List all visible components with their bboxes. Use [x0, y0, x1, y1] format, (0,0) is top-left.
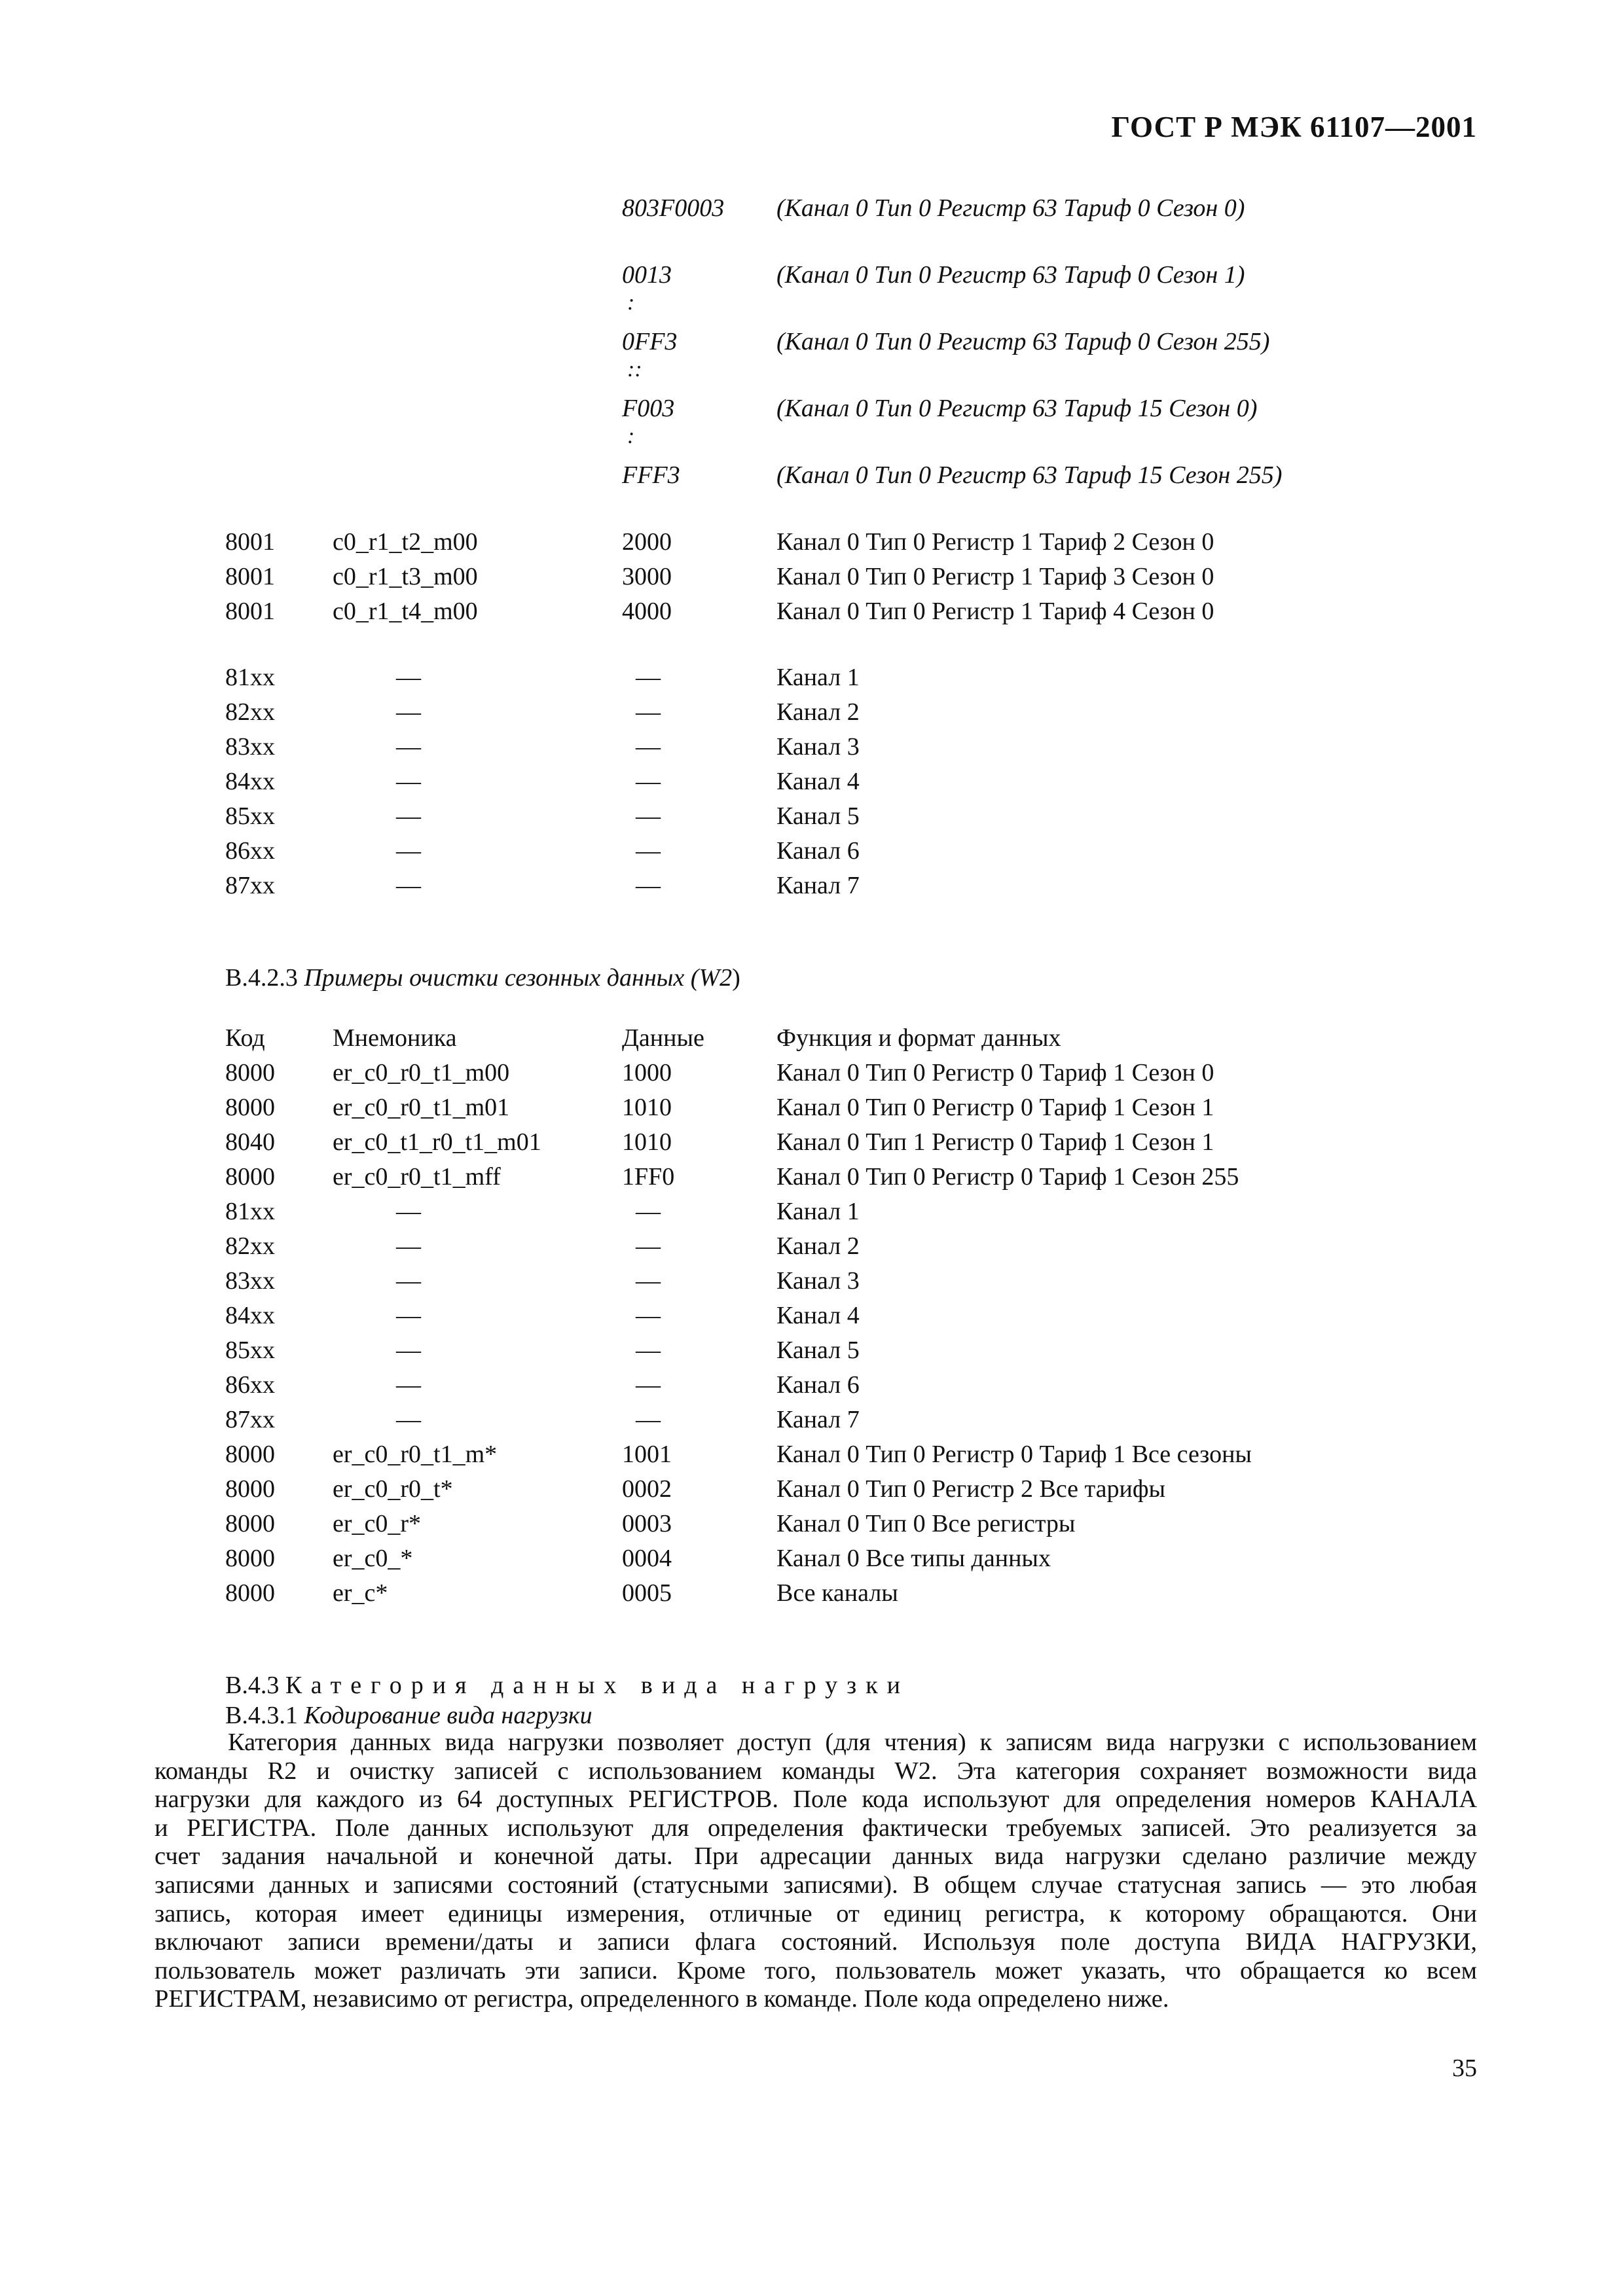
function-cell: Канал 6 [776, 837, 860, 865]
code-cell: 8040 [225, 1128, 275, 1156]
data-cell: 0FF3 [622, 328, 678, 355]
function-cell: Канал 1 [776, 1198, 860, 1225]
code-cell: 85xx [225, 1336, 275, 1364]
table-row [0, 661, 1623, 694]
column-header-mnemonic: Мнемоника [333, 1024, 457, 1052]
table-row [0, 1126, 1623, 1158]
code-cell: 87xx [225, 872, 275, 899]
table-row [0, 1577, 1623, 1609]
function-cell: Канал 0 Тип 0 Регистр 1 Тариф 4 Сезон 0 [776, 598, 1214, 625]
table-row [0, 1369, 1623, 1401]
mnemonic-cell: er_c0_r0_t* [333, 1475, 453, 1503]
paragraph-line: нагрузки для каждого из 64 доступных РЕГИСТРОВ. Поле кода используют для определения номеров КАНАЛА [155, 1785, 1477, 1814]
table-row [0, 259, 1623, 291]
function-cell: Канал 7 [776, 872, 860, 899]
section-number: B.4.2.3 [225, 964, 298, 992]
table-row [0, 459, 1623, 492]
table-row [0, 1230, 1623, 1263]
function-cell: (Канал 0 Тип 0 Регистр 63 Тариф 0 Сезон 255) [776, 328, 1270, 355]
data-cell: 4000 [622, 598, 672, 625]
table-row [0, 325, 1623, 358]
data-cell: — [636, 1267, 661, 1295]
code-cell: 8001 [225, 528, 275, 556]
code-cell: 81xx [225, 664, 275, 691]
data-cell: 0004 [622, 1545, 672, 1572]
code-cell: 83xx [225, 733, 275, 761]
body-paragraph [155, 1729, 1477, 2014]
mnemonic-cell: er_c0_r0_t1_m01 [333, 1094, 510, 1121]
ellipsis-mark: : [627, 291, 635, 315]
table-row [0, 560, 1623, 593]
code-cell: 86xx [225, 1371, 275, 1399]
data-cell: — [636, 1371, 661, 1399]
section-title: Кодирование вида нагрузки [304, 1702, 593, 1729]
table-row [0, 1473, 1623, 1505]
mnemonic-cell: — [396, 1232, 421, 1260]
table-row [0, 1542, 1623, 1575]
mnemonic-cell: — [396, 664, 421, 691]
table-row [0, 526, 1623, 558]
paragraph-line: пользователь может различать эти записи. Кроме того, пользователь может указать, что обращается ко всем [155, 1956, 1477, 1984]
data-cell: 1000 [622, 1059, 672, 1086]
function-cell: Канал 0 Тип 0 Все регистры [776, 1510, 1076, 1537]
mnemonic-cell: c0_r1_t2_m00 [333, 528, 478, 556]
ellipsis-mark: : [627, 424, 635, 448]
mnemonic-cell: — [396, 1406, 421, 1433]
mnemonic-cell: — [396, 1336, 421, 1364]
section-title-close: ) [732, 964, 740, 992]
function-cell: Канал 6 [776, 1371, 860, 1399]
table-row [0, 1299, 1623, 1332]
section-number: B.4.3.1 [225, 1702, 298, 1729]
function-cell: Все каналы [776, 1579, 898, 1607]
paragraph-line: и РЕГИСТРА. Поле данных используют для определения фактически требуемых записей. Это реализуется за [155, 1814, 1477, 1842]
mnemonic-cell: er_c0_r0_t1_mff [333, 1163, 501, 1191]
paragraph-line: РЕГИСТРАМ, независимо от регистра, определенного в команде. Поле кода определено ниже. [155, 1985, 1169, 2013]
data-cell: 1FF0 [622, 1163, 675, 1191]
mnemonic-cell: er_c0_* [333, 1545, 413, 1572]
section-title-code: W2 [699, 964, 733, 992]
data-cell: — [636, 664, 661, 691]
code-cell: 8000 [225, 1545, 275, 1572]
mnemonic-cell: er_c0_r0_t1_m00 [333, 1059, 510, 1086]
table-header-row [0, 1022, 1623, 1054]
section-title: Примеры очистки сезонных данных ( [304, 964, 699, 992]
code-cell: 82xx [225, 698, 275, 726]
mnemonic-cell: er_c0_r* [333, 1510, 422, 1537]
function-cell: Канал 0 Тип 0 Регистр 0 Тариф 1 Все сезоны [776, 1441, 1252, 1468]
ellipsis-mark: :: [627, 357, 642, 382]
function-cell: (Канал 0 Тип 0 Регистр 63 Тариф 15 Сезон 0) [776, 395, 1258, 422]
mnemonic-cell: — [396, 698, 421, 726]
function-cell: Канал 2 [776, 1232, 860, 1260]
table-row [0, 1056, 1623, 1089]
mnemonic-cell: c0_r1_t3_m00 [333, 563, 478, 590]
code-cell: 84xx [225, 768, 275, 795]
function-cell: Канал 4 [776, 1302, 860, 1329]
function-cell: Канал 3 [776, 1267, 860, 1295]
code-cell: 8000 [225, 1475, 275, 1503]
code-cell: 8000 [225, 1059, 275, 1086]
data-cell: 0003 [622, 1510, 672, 1537]
data-cell: — [636, 1302, 661, 1329]
mnemonic-cell: — [396, 1267, 421, 1295]
function-cell: Канал 0 Все типы данных [776, 1545, 1051, 1572]
function-cell: Канал 0 Тип 0 Регистр 0 Тариф 1 Сезон 255 [776, 1163, 1239, 1191]
function-cell: Канал 2 [776, 698, 860, 726]
function-cell: Канал 0 Тип 0 Регистр 0 Тариф 1 Сезон 1 [776, 1094, 1214, 1121]
function-cell: (Канал 0 Тип 0 Регистр 63 Тариф 0 Сезон 0) [776, 194, 1245, 222]
mnemonic-cell: — [396, 1371, 421, 1399]
code-cell: 84xx [225, 1302, 275, 1329]
data-cell: 1010 [622, 1128, 672, 1156]
code-cell: 82xx [225, 1232, 275, 1260]
paragraph-line: запись, которая имеет единицы измерения, отличные от единиц регистра, к которому обращаются. Они [155, 1899, 1477, 1928]
function-cell: Канал 0 Тип 1 Регистр 0 Тариф 1 Сезон 1 [776, 1128, 1214, 1156]
function-cell: Канал 0 Тип 0 Регистр 0 Тариф 1 Сезон 0 [776, 1059, 1214, 1086]
table-row [0, 730, 1623, 763]
function-cell: Канал 4 [776, 768, 860, 795]
function-cell: Канал 5 [776, 802, 860, 830]
data-cell: — [636, 872, 661, 899]
table-row [0, 1091, 1623, 1124]
column-header-code: Код [225, 1024, 265, 1052]
mnemonic-cell: er_c* [333, 1579, 388, 1607]
table-row [0, 765, 1623, 798]
data-cell: — [636, 768, 661, 795]
function-cell: Канал 0 Тип 0 Регистр 1 Тариф 2 Сезон 0 [776, 528, 1214, 556]
mnemonic-cell: er_c0_r0_t1_m* [333, 1441, 498, 1468]
data-cell: — [636, 802, 661, 830]
data-cell: 2000 [622, 528, 672, 556]
code-cell: 8001 [225, 563, 275, 590]
document-header: ГОСТ Р МЭК 61107—2001 [1111, 111, 1477, 143]
table-row [0, 192, 1623, 224]
data-cell: — [636, 1198, 661, 1225]
data-cell: F003 [622, 395, 675, 422]
mnemonic-cell: — [396, 1198, 421, 1225]
function-cell: Канал 7 [776, 1406, 860, 1433]
code-cell: 81xx [225, 1198, 275, 1225]
mnemonic-cell: — [396, 768, 421, 795]
code-cell: 87xx [225, 1406, 275, 1433]
mnemonic-cell: — [396, 837, 421, 865]
table-row [0, 1438, 1623, 1471]
code-cell: 8000 [225, 1441, 275, 1468]
code-cell: 8001 [225, 598, 275, 625]
data-cell: — [636, 698, 661, 726]
section-number: B.4.3 [225, 1672, 280, 1699]
code-cell: 85xx [225, 802, 275, 830]
page-number: 35 [1452, 2054, 1477, 2082]
mnemonic-cell: — [396, 733, 421, 761]
code-cell: 8000 [225, 1094, 275, 1121]
data-cell: 0002 [622, 1475, 672, 1503]
data-cell: 0013 [622, 261, 672, 289]
table-row [0, 1195, 1623, 1228]
data-cell: — [636, 1406, 661, 1433]
data-cell: — [636, 1232, 661, 1260]
table-row [0, 1334, 1623, 1367]
data-cell: 1010 [622, 1094, 672, 1121]
function-cell: Канал 3 [776, 733, 860, 761]
table-row [0, 696, 1623, 728]
mnemonic-cell: er_c0_t1_r0_t1_m01 [333, 1128, 541, 1156]
code-cell: 83xx [225, 1267, 275, 1295]
function-cell: Канал 0 Тип 0 Регистр 1 Тариф 3 Сезон 0 [776, 563, 1214, 590]
mnemonic-cell: — [396, 802, 421, 830]
data-cell: — [636, 1336, 661, 1364]
function-cell: Канал 0 Тип 0 Регистр 2 Все тарифы [776, 1475, 1165, 1503]
paragraph-line: команды R2 и очистку записей с использованием команды W2. Эта категория сохраняет возможности вида [155, 1757, 1477, 1785]
section-heading-b431 [225, 1699, 593, 1732]
table-row [0, 595, 1623, 628]
data-cell: 1001 [622, 1441, 672, 1468]
section-heading-b43 [225, 1669, 909, 1702]
function-cell: (Канал 0 Тип 0 Регистр 63 Тариф 15 Сезон 255) [776, 461, 1283, 489]
data-cell: 0005 [622, 1579, 672, 1607]
code-cell: 8000 [225, 1579, 275, 1607]
paragraph-line: Категория данных вида нагрузки позволяет доступ (для чтения) к записям вида нагрузки с использованием [228, 1729, 1477, 1756]
table-row [0, 1265, 1623, 1297]
mnemonic-cell: — [396, 872, 421, 899]
function-cell: Канал 1 [776, 664, 860, 691]
table-row [0, 392, 1623, 425]
table-row [0, 1403, 1623, 1436]
table-row [0, 1507, 1623, 1540]
mnemonic-cell: — [396, 1302, 421, 1329]
table-row [0, 800, 1623, 833]
paragraph-line: записями данных и записями состояний (статусными записями). В общем случае статусная запись — это любая [155, 1871, 1477, 1899]
data-cell: — [636, 837, 661, 865]
data-cell: 803F0003 [622, 194, 725, 222]
table-row [0, 834, 1623, 867]
column-header-function: Функция и формат данных [776, 1024, 1061, 1052]
data-cell: FFF3 [622, 461, 680, 489]
function-cell: (Канал 0 Тип 0 Регистр 63 Тариф 0 Сезон 1) [776, 261, 1245, 289]
paragraph-line: включают записи времени/даты и записи флага состояний. Используя поле доступа ВИДА НАГРУЗКИ, [155, 1928, 1477, 1956]
data-cell: — [636, 733, 661, 761]
code-cell: 8000 [225, 1510, 275, 1537]
code-cell: 86xx [225, 837, 275, 865]
paragraph-line: счет задания начальной и конечной даты. При адресации данных вида нагрузки сделано различие между [155, 1842, 1477, 1871]
column-header-data: Данные [622, 1024, 704, 1052]
function-cell: Канал 5 [776, 1336, 860, 1364]
data-cell: 3000 [622, 563, 672, 590]
section-title: Категория данных вида нагрузки [285, 1672, 909, 1699]
table-row [0, 869, 1623, 902]
code-cell: 8000 [225, 1163, 275, 1191]
mnemonic-cell: c0_r1_t4_m00 [333, 598, 478, 625]
section-heading-b423 [225, 961, 740, 994]
table-row [0, 1160, 1623, 1193]
